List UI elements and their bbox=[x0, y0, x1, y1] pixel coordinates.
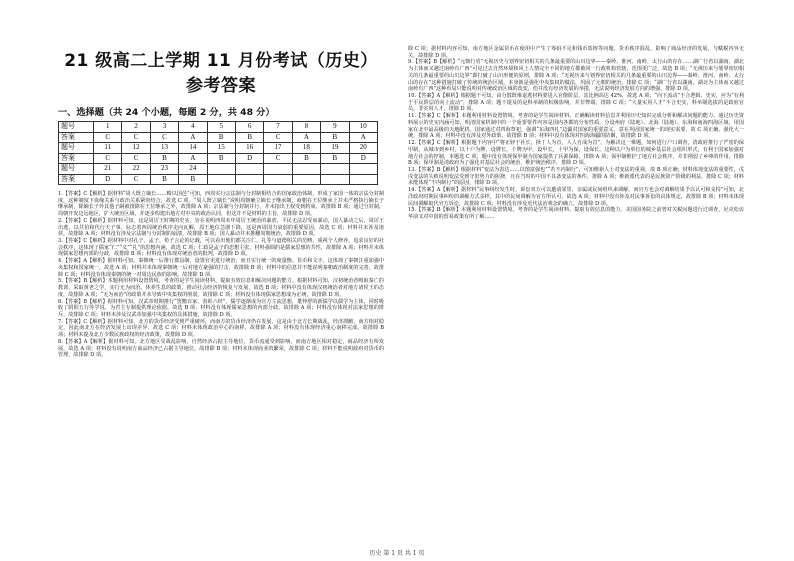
answer-table-cell bbox=[349, 174, 377, 185]
right-paragraphs bbox=[408, 46, 744, 221]
answer-explanation-paragraph: 12.【答案】C【解析】根据题干内容中“将正轻于社长，择丁人为首，人人自成为首”，为解决这一难题，如何进行户口调查，清政府推行了严密的保甲制，从城市到乡村，以十户为牌，设牌长，十牌为甲，设甲长，十甲为保，设保长，这种以户为单位的城乡基层社会组织形式，有利于国家加强对地方社会的控制，本题选 C 项；题中没有体现保甲制为国家提供了兵源保障，排除 A 项；保甲制维护了地方社会秩序，并非削弱了乡绅的作用，排除 B 项；保甲制是清政府为了强化对基层社会的统治，维护统治秩序，排除 D 项。 bbox=[408, 140, 744, 167]
answer-table-cell bbox=[235, 174, 263, 185]
answer-table-cell: D bbox=[349, 153, 377, 164]
answer-table-cell: 13 bbox=[150, 143, 178, 154]
answer-table-cell bbox=[349, 164, 377, 175]
answer-explanation-paragraph: 除 C 项；据材料内容可知，南方地区金属货币在使用中产生了筹码不足和钱币盗铸等问题，货币秩序混乱，影响了商品经济的发展，与赋税内容无关，故排除 D 项。 bbox=[408, 46, 744, 59]
answer-table-cell: D bbox=[94, 174, 122, 185]
answer-explanation-paragraph: 14.【答案】A【解析】据材料“民事纠纷发生时，诉讼双方可以邀请邻里、亲属或民间组织来调解，而官方也会对调解结果予以认可和支持”可知，北洋政府时期民事纠纷的调解方式多样，其中的民间调解为官方所认可，故选 A 项；材料中没有涉及对民事诉讼的具体规定，故排除 B 项；材料未体现民间调解取代官方诉讼，故排除 C 项；材料没有涉及近代法治观念的确立，故排除 D 项。 bbox=[408, 187, 744, 207]
answer-table-cell: 18 bbox=[292, 143, 320, 154]
answer-table-cell: 17 bbox=[264, 143, 292, 154]
answer-table-cell: A bbox=[179, 132, 207, 143]
answer-table-cell bbox=[235, 164, 263, 175]
answer-table-cell: 16 bbox=[235, 143, 263, 154]
answer-table-row bbox=[59, 153, 378, 164]
answer-table-row bbox=[59, 122, 378, 133]
answer-table-row bbox=[59, 164, 378, 175]
answer-table-cell bbox=[264, 164, 292, 175]
answer-table-row bbox=[59, 174, 378, 185]
answer-table-cell: 4 bbox=[179, 122, 207, 133]
answer-table-cell: 7 bbox=[264, 122, 292, 133]
left-column bbox=[58, 46, 384, 359]
section-heading-choice: 一、选择题（共 24 个小题，每题 2 分，共 48 分） bbox=[58, 107, 275, 118]
answer-table-cell: B bbox=[207, 153, 235, 164]
document-title: 21 级高二上学期 11 月份考试（历史）参考答案 bbox=[64, 51, 378, 96]
answer-table-cell: A bbox=[349, 132, 377, 143]
answer-explanation-paragraph: 4.【答案】A【解析】据材料可知，秦朝统一后推行郡县制，设置官吏进行统治，而且实行统一的度量衡、货币和文字，这体现了秦朝注重加强中央集权和国家统一，故选 A 项；材料并未体现秦朝统一后对地方豪强的打击，故排除 B 项；材料中的信息并不能说明秦朝政治制度的完善，故排除 C 项；材料没有体现秦朝的统一对周边民族的影响，故排除 D 项。 bbox=[58, 258, 384, 278]
answer-table-cell: 22 bbox=[122, 164, 150, 175]
answer-table-cell: B bbox=[292, 153, 320, 164]
answer-table-cell: C bbox=[150, 132, 178, 143]
answer-table-cell: C bbox=[94, 153, 122, 164]
answer-table-cell: 10 bbox=[349, 122, 377, 133]
answer-table-cell bbox=[264, 174, 292, 185]
answer-table-cell: 8 bbox=[292, 122, 320, 133]
answer-explanation-paragraph: 3.【答案】C【解析】据材料中对孔子、孟子、荀子言论的记载，可以看出他们都关注仁、礼等与道德相关的范畴，重视个人修养，追求良好的社会秩序，这体现了儒家“仁”“义”“礼”的思想内涵，故选 C 项；仁政是孟子的思想主张，材料强调的是儒家思想的共性，故排除 A 项；材料并未体现儒家思想内部的分歧，故排除 B 项；材料没有体现对统治者的批判，故排除 D 项。 bbox=[58, 238, 384, 258]
answer-table-row bbox=[59, 132, 378, 143]
answer-table-cell: 20 bbox=[349, 143, 377, 154]
answer-table-row-header: 答案 bbox=[59, 153, 94, 164]
answer-table bbox=[58, 121, 378, 185]
answer-table-cell: A bbox=[179, 153, 207, 164]
answer-table-cell: B bbox=[150, 153, 178, 164]
answer-explanation-paragraph: 6.【答案】B【解析】据材料可知，汉武帝时期推行“罢黜百家，表彰六经”，儒学逐渐成为官方主流思想，董仲舒的新儒学以儒学为主体，同时吸收了阴阳五行等学说，为君主专制提供理论依据，故选 B 项；材料没有体现儒家思想的内部分歧，故排除 A 项；材料没有体现对法家思想的排斥，故排除 C 项；材料未涉及汉武帝加强中央集权的具体措施，故排除 D 项。 bbox=[58, 298, 384, 318]
answer-table-cell: 3 bbox=[150, 122, 178, 133]
answer-table-cell: C bbox=[122, 132, 150, 143]
answer-table-cell: 12 bbox=[122, 143, 150, 154]
answer-table-cell: D bbox=[235, 153, 263, 164]
answer-table-cell: A bbox=[292, 132, 320, 143]
answer-table-cell: 21 bbox=[94, 164, 122, 175]
answer-table-cell: B bbox=[321, 132, 349, 143]
answer-table-row-header: 题号 bbox=[59, 122, 94, 133]
answer-table-cell bbox=[321, 164, 349, 175]
answer-table-cell: 23 bbox=[150, 164, 178, 175]
answer-table-cell: C bbox=[94, 132, 122, 143]
answer-table-cell: C bbox=[264, 153, 292, 164]
answer-explanation-paragraph: 13.【答案】B【解析】根据材料“变法为表达……以图富强也”“若不内制行”，可知维新人士对变法的重视，故 B 项正确；材料体现变法的重要性，戊戌变法的失败说明变法受到守旧势力的阻挠，且在当时的中国不具备变法的条件，排除 A 项；维新派代表的是民族资产阶级的利益，排除 C 项；材料未能体现“不内制行”的原因，排除 D 项。 bbox=[408, 166, 744, 187]
answer-table-cell: 6 bbox=[235, 122, 263, 133]
answer-table-cell: C bbox=[122, 174, 150, 185]
right-column bbox=[408, 46, 744, 221]
answer-table-cell: C bbox=[264, 132, 292, 143]
answer-explanation-paragraph: 2.【答案】C【解析】据材料可知，这是周厉王时期的史实，旨在说明西周末年周厉王统治的暴虐，平民无法忍受而暴动，国人暴动之后，周厉王出逃，以共伯和代行天子事，标志着西周统治秩序走向瓦解，周王地位急剧下降，这是西周国力衰弱的重要原因，故选 C 项；材料并未涉及诸侯，故排除 A 项；材料没有涉及宗法制与分封制的崩溃，故排除 B 项；国人暴动并未推翻周朝统治，故排除 D 项。 bbox=[58, 217, 384, 238]
answer-table-cell: B bbox=[235, 132, 263, 143]
answer-table-cell: 9 bbox=[321, 122, 349, 133]
answer-explanation-paragraph: 1.【答案】C【解析】据材料“周人既立嫡长……畸以国邑”可知，西周实行宗法制与分封制相结合的国家政治体制，形成了家国一体的宗法分封制度，这种制度下血缘关系与政治关系紧密结合，故选 C 项，“周人既立嫡长”说明周朝确立嫡长子继承制，商朝在王位继承上并未严格执行嫡长子继承制，除嫡长子外其他子嗣被排除在王位继承之外，故排除 A 项；宗法制与分封制并行，并未指出王权受到约束，故排除 B 项；通过分封制，周朝开发边远地区，扩大统治区域，并逐步构建出地方对中央的政治认同，但这并不是材料的主旨，故排除 D 项。 bbox=[58, 191, 384, 218]
answer-table-cell: 14 bbox=[179, 143, 207, 154]
answer-explanation-paragraph: 5.【答案】B【解析】本题利用材料设置情境，考查的是学生阅读材料、提取有效信息和解决问题的能力。根据材料可知，汉初统治者吸取秦亡的教训，采取黄老之学，实行无为而治、休养生息的政策，推动社会经济的恢复与发展，故选 B 项；材料中没有体现汉初统治者对地方诸侯王的态度，故排除 A 项；“无为而治”的政策并未导致中央集权的削弱，故排除 C 项；材料没有体现儒家思想成为正统，故排除 D 项。 bbox=[58, 278, 384, 298]
answer-table-cell: C bbox=[122, 153, 150, 164]
answer-table-row-header: 题号 bbox=[59, 164, 94, 175]
answer-table-cell: 2 bbox=[122, 122, 150, 133]
answer-explanation-paragraph: 15.【答案】B【解析】本题利用材料设置情境，考查的是学生阅读材料、提取有效信息的能力。美国国务院之前曾对关税问题进行过调查，尼克松访华前又对中国的贸易政策有所了解…… bbox=[408, 207, 744, 220]
answer-table-cell: B bbox=[150, 174, 178, 185]
answer-table-cell: B bbox=[207, 132, 235, 143]
answer-table-cell bbox=[321, 174, 349, 185]
answer-table-row-header: 答案 bbox=[59, 174, 94, 185]
page-footer: 历史 第 1 页 共 1 页 bbox=[369, 550, 425, 557]
answer-table-cell bbox=[207, 164, 235, 175]
answer-table-cell bbox=[292, 174, 320, 185]
answer-table-row-header: 答案 bbox=[59, 132, 94, 143]
answer-table-row-header: 题号 bbox=[59, 143, 94, 154]
answer-table-cell: B bbox=[321, 153, 349, 164]
answer-table-cell: 11 bbox=[94, 143, 122, 154]
answer-table-cell: 24 bbox=[179, 164, 207, 175]
answer-explanation-paragraph: 8.【答案】A【解析】据材料可知，北方地区受战乱影响，自然经济占据主导地位，货币流通受到影响，而南方地区相对稳定，商品经济有所发展，故选 A 项；材料没有说明南方商品经济已占据主导地位，故排除 B 项；材料未体现商业的繁荣，故排除 C 项；材料不能说明政府对货币的管理，故排除 D 项。 bbox=[58, 338, 384, 359]
answer-table-cell: 19 bbox=[321, 143, 349, 154]
answer-table-cell: B bbox=[179, 174, 207, 185]
answer-explanation-paragraph: 10.【答案】A【解析】根据题干可知，由分散既难退逃材料要进入官僚阶层，其比例高达 42%，故选 A 项；“向下流动”不合逻辑，史实，应为“有利于平民阶层的向上流动”，排除 A 项；题干提及的是科举制的积极影响，并非弊端，排除 C 项；“大量实用人才”不合史实，科举制选拔的是政府官员，非实用人才，排除 D 项。 bbox=[408, 93, 744, 113]
answer-table-cell: 5 bbox=[207, 122, 235, 133]
answer-table-cell: 15 bbox=[207, 143, 235, 154]
answer-explanation-paragraph: 11.【答案】C【解析】本题利用材料设置情境，考查的是学生阅读材料、正确解读材料信息并利用历史知识完成分析和解决问题的能力。通过历史资料展示的史实内涵可知，明清国家机制中的一个重要要件内容是国内各郡的分布性质，分设州府（陆地）、北海（陆地）、东海和南海四海区域，用国家在北中最高级的天地配机。国家通过对四海祭祀，强调“东海四礼”边疆对国家的重要意义，意在巩固国家统一的现实需要，故 C 项正确。强化大一统，排除 A 项；材料中没有涉及对外政策，故排除 B 项；材料中没有体现对四海海疆的防御，故排除 D 项。 bbox=[408, 113, 744, 140]
answer-explanation-paragraph: 9.【答案】B【解析】“元朝行省”无视历史与划界密切相关的几条最重要的山川边界——秦岭、淮河、南岭、太行山的存在……湖广行省以湖南、湖北为主体而又越过南岭有广西”可见过去自然环境和风土人情完全不同的地方都被同一行政机构管辖，范围更广泛，故选 B 项；“无视历来与划界密切相关的几条最重要的山川边界”即打破了山川形便的原则，排除 A 项；“无视历来与划界密切相关的几条最重要的山川边界——秦岭、淮河、南岭、太行山的存在”这种措施打破了传统的统治区域，本身就是强化中央集权的做法，巩固了元朝的统治，排除 C 项；“湖广行省以湖南、湖北为主体而又越过南岭有广西”这种布局只能说明对传统政治区域的改变，但并没有经济发展的举措，无法说明经济发展方向的增强，排除 D 项。 bbox=[408, 59, 744, 93]
answer-table-row bbox=[59, 143, 378, 154]
answer-table-cell bbox=[207, 174, 235, 185]
answer-table-cell bbox=[292, 164, 320, 175]
answer-explanation-paragraph: 7.【答案】C【解析】据材料可知，北方的货币经济受到严重破坏，而南方的货币经济仍在发展，这是由于北方长期战乱，经济凋敝，南方相对稳定，因此南北方在经济发展上出现差异，故选 C 项；材料未体现政治中心的南移，故排除 A 项；材料没有体现经济重心南移完成，故排除 B 项；材料未提及北方少数民族政权的经济政策，故排除 D 项。 bbox=[58, 318, 384, 339]
left-paragraphs bbox=[58, 191, 384, 359]
answer-table-cell: 1 bbox=[94, 122, 122, 133]
